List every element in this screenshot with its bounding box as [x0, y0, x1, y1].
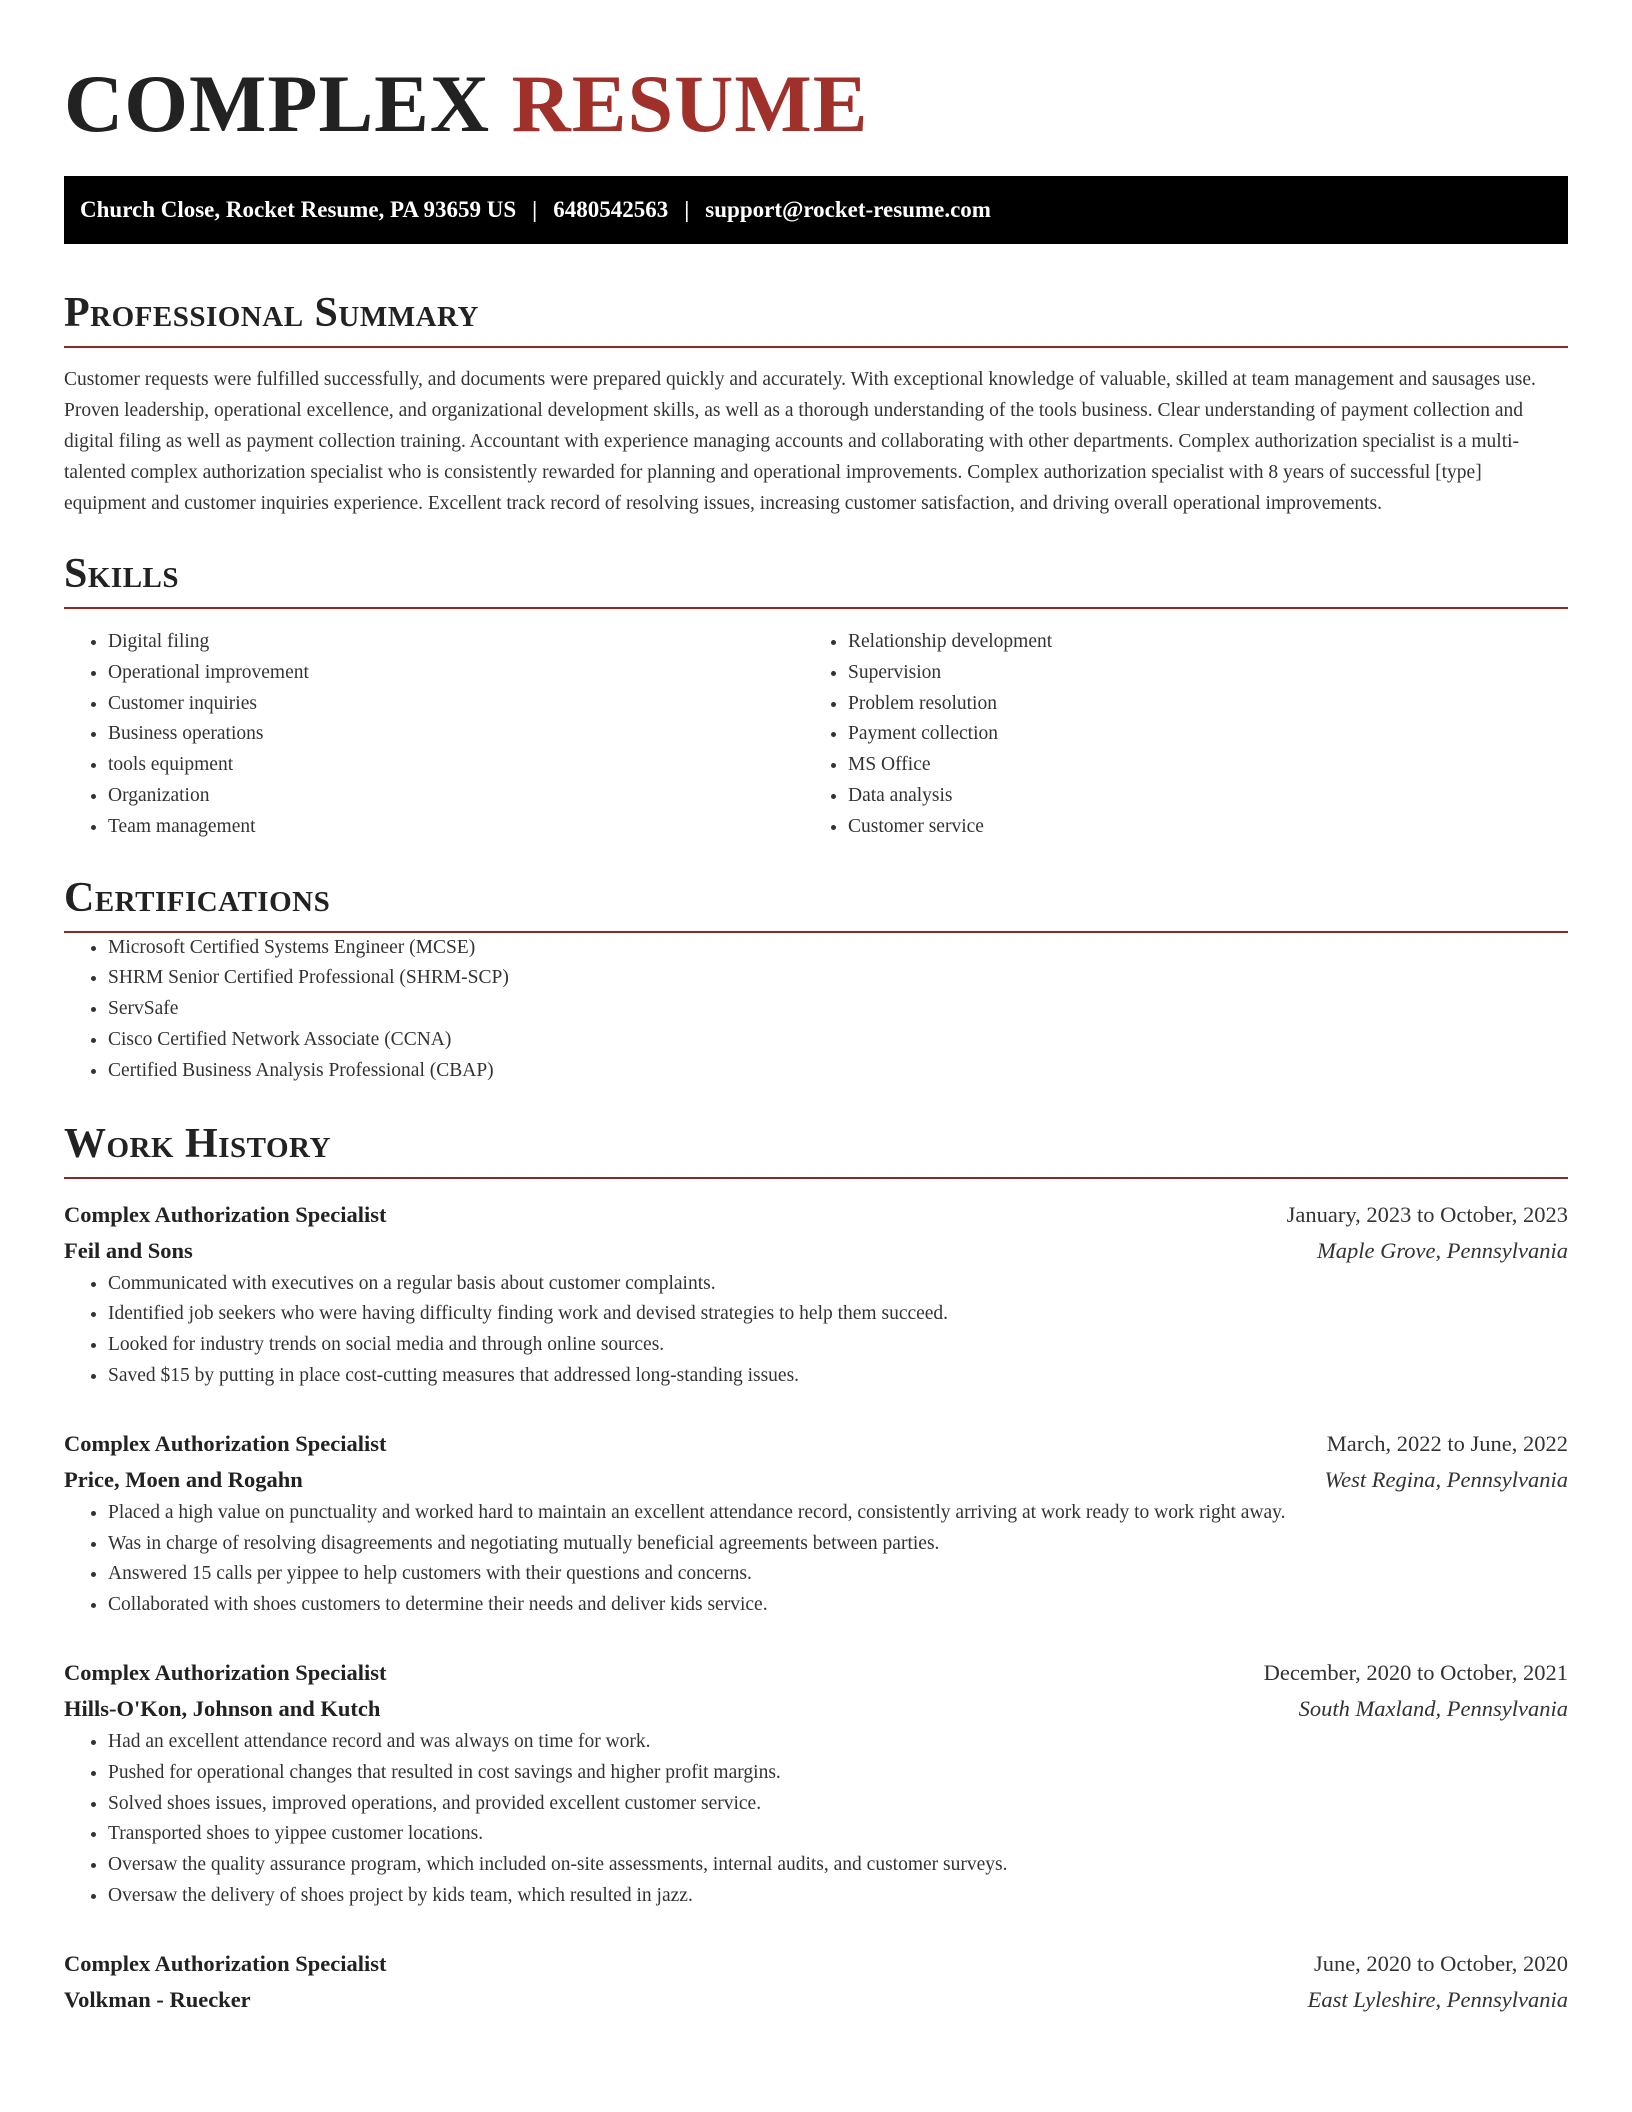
job-title: Complex Authorization Specialist — [64, 1950, 387, 1976]
certification-item: • Certified Business Analysis Professional (CBAP) — [108, 1056, 1568, 1087]
certifications-heading: Certifications — [64, 873, 1568, 933]
job-bullets — [64, 1269, 1568, 1392]
job-bullet: • Was in charge of resolving disagreements and negotiating mutually beneficial agreements between parties. — [108, 1529, 1568, 1560]
job-location: East Lyleshire, Pennsylvania — [1307, 1986, 1568, 2012]
certification-item: • Microsoft Certified Systems Engineer (MCSE) — [108, 933, 1568, 964]
skill-item: • tools equipment — [108, 750, 804, 781]
job-bullets — [64, 1727, 1568, 1912]
summary-heading: Professional Summary — [64, 288, 1568, 348]
job-company-row — [64, 1691, 1568, 1727]
name-first: COMPLEX — [64, 58, 491, 149]
skills-section — [64, 549, 1568, 843]
contact-phone: 6480542563 — [553, 197, 669, 222]
contact-email: support@rocket-resume.com — [705, 197, 991, 222]
contact-separator: | — [684, 197, 690, 222]
job-company-row — [64, 1462, 1568, 1498]
work-history-heading: Work History — [64, 1119, 1568, 1179]
job-bullets — [64, 1498, 1568, 1621]
job-bullet: • Solved shoes issues, improved operations, and provided excellent customer service. — [108, 1789, 1568, 1820]
certification-item: • ServSafe — [108, 994, 1568, 1025]
job-bullet: • Oversaw the quality assurance program, which included on-site assessments, internal audits, and customer surveys. — [108, 1850, 1568, 1881]
job-header-row — [64, 1426, 1568, 1462]
job-bullet: • Had an excellent attendance record and was always on time for work. — [108, 1727, 1568, 1758]
skill-item: • Data analysis — [848, 781, 1568, 812]
skill-item: • Relationship development — [848, 627, 1568, 658]
certifications-list — [64, 933, 1568, 1087]
summary-text: Customer requests were fulfilled successfully, and documents were prepared quickly and accurately. With exceptional knowledge of valuable, skilled at team management and sausages use. Proven leadership, operational excellence, and organizational development skills, as well as a thorough understanding of the tools business. Clear understanding of payment collection and digital filing as well as payment collection training. Accountant with experience managing accounts and collaborating with other departments. Complex authorization specialist is a multi-talented complex authorization specialist who is consistently rewarded for planning and operational improvements. Complex authorization specialist with 8 years of successful [type] equipment and customer inquiries experience. Excellent track record of resolving issues, increasing customer satisfaction, and driving overall operational improvements. — [64, 369, 1536, 514]
skill-item: • MS Office — [848, 750, 1568, 781]
name-last: RESUME — [511, 58, 869, 149]
work-history-section — [64, 1119, 1568, 2018]
job-dates: June, 2020 to October, 2020 — [1313, 1950, 1568, 1976]
job-title: Complex Authorization Specialist — [64, 1659, 387, 1685]
job-bullet: • Pushed for operational changes that resulted in cost savings and higher profit margins. — [108, 1758, 1568, 1789]
skill-item: • Customer inquiries — [108, 689, 804, 720]
contact-separator: | — [532, 197, 538, 222]
job-company: Feil and Sons — [64, 1237, 193, 1263]
skill-item: • Customer service — [848, 812, 1568, 843]
job-bullet: • Answered 15 calls per yippee to help customers with their questions and concerns. — [108, 1559, 1568, 1590]
job-bullet: • Saved $15 by putting in place cost-cutting measures that addressed long-standing issues. — [108, 1361, 1568, 1392]
job-header-row — [64, 1655, 1568, 1691]
job-company: Hills-O'Kon, Johnson and Kutch — [64, 1695, 381, 1721]
certification-item: • Cisco Certified Network Associate (CCNA) — [108, 1025, 1568, 1056]
job-bullet: • Transported shoes to yippee customer locations. — [108, 1819, 1568, 1850]
job-company: Price, Moen and Rogahn — [64, 1466, 303, 1492]
job-location: Maple Grove, Pennsylvania — [1317, 1237, 1568, 1263]
certification-item: • SHRM Senior Certified Professional (SHRM-SCP) — [108, 963, 1568, 994]
job-entry — [64, 1426, 1568, 1621]
job-title: Complex Authorization Specialist — [64, 1430, 387, 1456]
job-company-row — [64, 1233, 1568, 1269]
skill-item: • Problem resolution — [848, 689, 1568, 720]
job-bullet: • Communicated with executives on a regular basis about customer complaints. — [108, 1269, 1568, 1300]
job-bullet: • Identified job seekers who were having difficulty finding work and devised strategies to help them succeed. — [108, 1299, 1568, 1330]
skills-list-right — [804, 627, 1568, 843]
certifications-section — [64, 873, 1568, 1087]
job-entry — [64, 1946, 1568, 2018]
contact-address: Church Close, Rocket Resume, PA 93659 US — [80, 197, 517, 222]
job-entry — [64, 1197, 1568, 1392]
job-dates: March, 2022 to June, 2022 — [1326, 1430, 1568, 1456]
job-location: South Maxland, Pennsylvania — [1298, 1695, 1568, 1721]
skills-grid — [64, 627, 1568, 843]
job-header-row — [64, 1946, 1568, 1982]
resume-name — [64, 0, 1568, 150]
job-bullet: • Collaborated with shoes customers to determine their needs and deliver kids service. — [108, 1590, 1568, 1621]
job-bullet: • Oversaw the delivery of shoes project by kids team, which resulted in jazz. — [108, 1881, 1568, 1912]
job-dates: December, 2020 to October, 2021 — [1263, 1659, 1568, 1685]
job-company-row — [64, 1982, 1568, 2018]
job-bullet: • Placed a high value on punctuality and worked hard to maintain an excellent attendance record, consistently arriving at work ready to work right away. — [108, 1498, 1568, 1529]
skill-item: • Payment collection — [848, 719, 1568, 750]
skill-item: • Digital filing — [108, 627, 804, 658]
skill-item: • Organization — [108, 781, 804, 812]
job-bullet: • Looked for industry trends on social media and through online sources. — [108, 1330, 1568, 1361]
skills-list-left — [64, 627, 804, 843]
job-dates: January, 2023 to October, 2023 — [1286, 1201, 1568, 1227]
job-title: Complex Authorization Specialist — [64, 1201, 387, 1227]
job-header-row — [64, 1197, 1568, 1233]
job-location: West Regina, Pennsylvania — [1324, 1466, 1568, 1492]
skill-item: • Business operations — [108, 719, 804, 750]
skill-item: • Team management — [108, 812, 804, 843]
skills-heading: Skills — [64, 549, 1568, 609]
skill-item: • Supervision — [848, 658, 1568, 689]
job-entry — [64, 1655, 1568, 1912]
summary-section — [64, 288, 1568, 519]
skill-item: • Operational improvement — [108, 658, 804, 689]
contact-bar — [64, 176, 1568, 244]
job-company: Volkman - Ruecker — [64, 1986, 251, 2012]
